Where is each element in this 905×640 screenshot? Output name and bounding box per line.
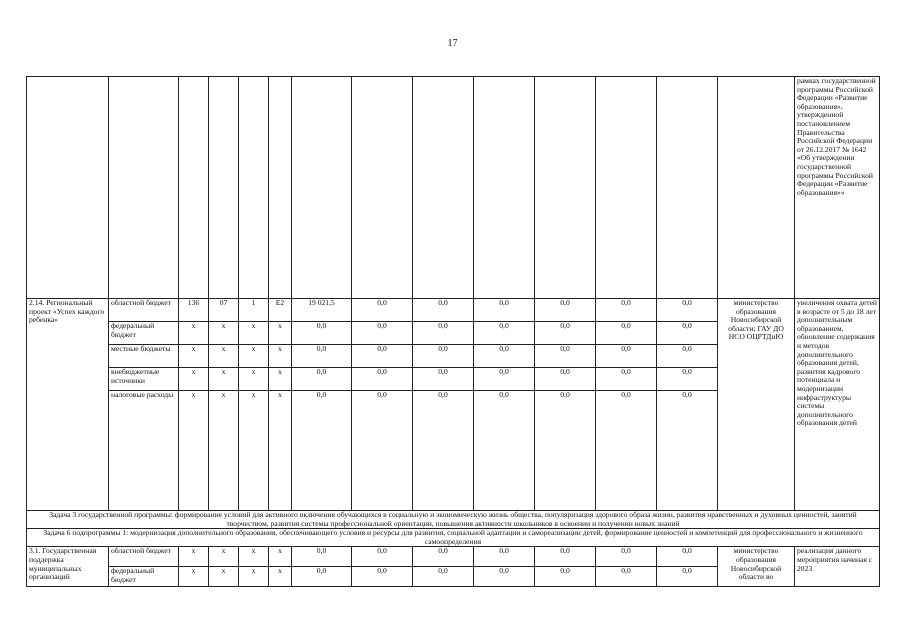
value-cell: 0,0 xyxy=(352,322,413,345)
value-cell: 0,0 xyxy=(535,299,596,322)
value-cell: 0,0 xyxy=(596,391,657,511)
value-cell: 0,0 xyxy=(657,567,718,587)
value-cell: 0,0 xyxy=(535,391,596,511)
value-cell: 0,0 xyxy=(413,391,474,511)
csr-cell: х xyxy=(269,322,292,345)
rz-cell: 07 xyxy=(209,299,239,322)
continuation-row xyxy=(27,77,880,299)
task-row xyxy=(27,529,880,547)
csr-cell: х xyxy=(269,547,292,567)
value-cell: 0,0 xyxy=(292,567,352,587)
value-cell: 0,0 xyxy=(474,368,535,391)
value-cell: 0,0 xyxy=(292,547,352,567)
value-cell: 0,0 xyxy=(657,368,718,391)
rz-cell: х xyxy=(209,345,239,368)
value-cell: 0,0 xyxy=(474,322,535,345)
page-number: 17 xyxy=(447,38,458,49)
value-cell: 19 021,5 xyxy=(292,299,352,322)
value-cell: 0,0 xyxy=(596,368,657,391)
source-cell: внебюджетные источники xyxy=(109,368,179,391)
value-cell: 0,0 xyxy=(657,322,718,345)
value-cell: 0,0 xyxy=(352,345,413,368)
value-cell: 0,0 xyxy=(535,547,596,567)
value-cell: 0,0 xyxy=(413,299,474,322)
value-cell: 0,0 xyxy=(352,299,413,322)
value-cell: 0,0 xyxy=(413,567,474,587)
pr-cell: х xyxy=(239,345,269,368)
rz-cell: х xyxy=(209,368,239,391)
value-cell: 0,0 xyxy=(535,368,596,391)
continuation-result-cell: рамках государственной программы Российской Федерации «Развитие образования», утвержденной постановлением Правительства Российской Федерации от 26.12.2017 № 1642 «Об утверждении государственной программы Российской Федерации «Развитие образования»« xyxy=(795,77,880,299)
value-cell: 0,0 xyxy=(596,547,657,567)
value-cell: 0,0 xyxy=(352,567,413,587)
value-cell: 0,0 xyxy=(413,322,474,345)
grbs-cell: х xyxy=(179,322,209,345)
value-cell: 0,0 xyxy=(474,391,535,511)
value-cell: 0,0 xyxy=(474,567,535,587)
grbs-cell: х xyxy=(179,345,209,368)
pr-cell: 1 xyxy=(239,299,269,322)
block-2-14-executor: министерство образования Новосибирской области; ГАУ ДО НСО ОЦРТДиЮ xyxy=(718,299,795,511)
program-table xyxy=(26,76,880,587)
block-3-1-executor: министерство образования Новосибирской области во xyxy=(718,547,795,587)
value-cell: 0,0 xyxy=(535,322,596,345)
source-cell: местные бюджеты xyxy=(109,345,179,368)
value-cell: 0,0 xyxy=(413,345,474,368)
grbs-cell: х xyxy=(179,547,209,567)
table-row xyxy=(27,299,880,322)
value-cell: 0,0 xyxy=(474,547,535,567)
value-cell: 0,0 xyxy=(535,567,596,587)
csr-cell: х xyxy=(269,368,292,391)
value-cell: 0,0 xyxy=(474,299,535,322)
source-cell: федеральный бюджет xyxy=(109,322,179,345)
value-cell: 0,0 xyxy=(657,547,718,567)
csr-cell: х xyxy=(269,567,292,587)
block-2-14-result: увеличения охвата детей в возрасте от 5 до 18 лет дополнительным образованием, обновление содержания и методов дополнительного образования детей, развития кадрового потенциала и модернизации инфраструктуры системы дополнительного образования детей xyxy=(795,299,880,511)
value-cell: 0,0 xyxy=(474,345,535,368)
value-cell: 0,0 xyxy=(292,345,352,368)
source-cell: федеральный бюджет xyxy=(109,567,179,587)
task-row xyxy=(27,511,880,529)
source-cell: областной бюджет xyxy=(109,547,179,567)
value-cell: 0,0 xyxy=(352,391,413,511)
csr-cell: E2 xyxy=(269,299,292,322)
pr-cell: х xyxy=(239,547,269,567)
value-cell: 0,0 xyxy=(657,391,718,511)
task-3-text: Задача 3 государственной программы: формирование условий для активного включения обучающихся в социальную и экономическую жизнь общества, популяризация здорового образа жизни, развития нравственных и духовных ценностей, занятий творчеством, развития системы профессиональной ориентации, повышения активности школьников в освоении и получении новых знаний xyxy=(27,511,880,529)
value-cell: 0,0 xyxy=(596,567,657,587)
grbs-cell: х xyxy=(179,567,209,587)
block-3-1-title: 3.1. Государственная поддержка муниципальных организаций xyxy=(27,547,109,587)
value-cell: 0,0 xyxy=(413,368,474,391)
rz-cell: х xyxy=(209,391,239,511)
pr-cell: х xyxy=(239,368,269,391)
value-cell: 0,0 xyxy=(535,345,596,368)
source-cell: областной бюджет xyxy=(109,299,179,322)
csr-cell: х xyxy=(269,345,292,368)
grbs-cell: х xyxy=(179,368,209,391)
value-cell: 0,0 xyxy=(657,345,718,368)
task-6-text: Задача 6 подпрограммы 1: модернизация дополнительного образования, обеспечивающего условия и ресурсы для развития, социальной адаптации и самореализации детей, формирование ценностей и компетенций для профессионального и жизненного самоопределения xyxy=(27,529,880,547)
block-2-14-title: 2.14. Региональный проект «Успех каждого ребенка» xyxy=(27,299,109,511)
value-cell: 0,0 xyxy=(292,391,352,511)
pr-cell: х xyxy=(239,567,269,587)
rz-cell: х xyxy=(209,322,239,345)
value-cell: 0,0 xyxy=(292,368,352,391)
pr-cell: х xyxy=(239,391,269,511)
value-cell: 0,0 xyxy=(657,299,718,322)
pr-cell: х xyxy=(239,322,269,345)
block-3-1-result: реализация данного мероприятия начиная с 2023 xyxy=(795,547,880,587)
source-cell: налоговые расходы xyxy=(109,391,179,511)
rz-cell: х xyxy=(209,547,239,567)
value-cell: 0,0 xyxy=(413,547,474,567)
value-cell: 0,0 xyxy=(596,322,657,345)
value-cell: 0,0 xyxy=(352,368,413,391)
value-cell: 0,0 xyxy=(292,322,352,345)
grbs-cell: 136 xyxy=(179,299,209,322)
csr-cell: х xyxy=(269,391,292,511)
value-cell: 0,0 xyxy=(596,299,657,322)
grbs-cell: х xyxy=(179,391,209,511)
value-cell: 0,0 xyxy=(352,547,413,567)
value-cell: 0,0 xyxy=(596,345,657,368)
rz-cell: х xyxy=(209,567,239,587)
table-row xyxy=(27,547,880,567)
